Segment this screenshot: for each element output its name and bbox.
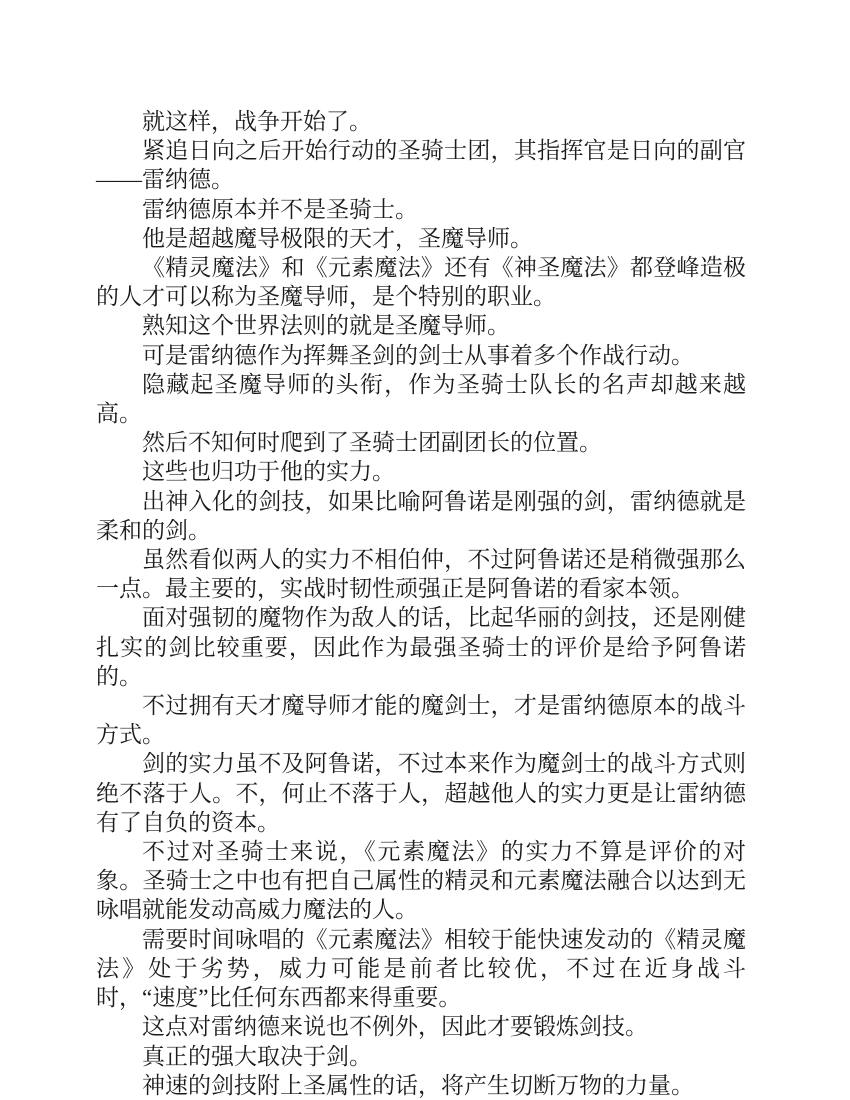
paragraph: 可是雷纳德作为挥舞圣剑的剑士从事着多个作战行动。 [142, 342, 694, 368]
paragraph: 剑的实力虽不及阿鲁诺，不过本来作为魔剑士的战斗方式则绝不落于人。不，何止不落于人，超越他人的实力更是让雷纳德有了自负的资本。 [96, 751, 746, 835]
paragraph: 就这样，战争开始了。 [142, 109, 372, 134]
paragraph: 他是超越魔导极限的天才，圣魔导师。 [142, 225, 533, 251]
paragraph: 出神入化的剑技，如果比喻阿鲁诺是刚强的剑，雷纳德就是柔和的剑。 [96, 488, 746, 543]
paragraph: 隐藏起圣魔导师的头衔，作为圣骑士队长的名声却越来越高。 [96, 371, 746, 427]
paragraph: 神速的剑技附上圣属性的话，将产生切断万物的力量。 [142, 1072, 694, 1098]
paragraph: 不过对圣骑士来说，《元素魔法》的实力不算是评价的对象。圣骑士之中也有把自己属性的精灵和元素魔法融合以达到无咏唱就能发动高威力魔法的人。 [96, 839, 746, 923]
paragraph: 需要时间咏唱的《元素魔法》相较于能快速发动的《精灵魔法》处于劣势，威力可能是前者比较优，不过在近身战斗时，“速度”比任何东西都来得重要。 [96, 926, 746, 1011]
paragraph: 真正的强大取决于剑。 [142, 1043, 372, 1069]
paragraph: 雷纳德原本并不是圣骑士。 [142, 196, 418, 222]
paragraph: 紧追日向之后开始行动的圣骑士团，其指挥官是日向的副官——雷纳德。 [96, 138, 746, 193]
paragraph: 然后不知何时爬到了圣骑士团副团长的位置。 [142, 430, 602, 456]
paragraph: 熟知这个世界法则的就是圣魔导师。 [142, 313, 510, 339]
text-block [96, 107, 746, 1100]
paragraph: 不过拥有天才魔导师才能的魔剑士，才是雷纳德原本的战斗方式。 [96, 693, 746, 748]
paragraph: 面对强韧的魔物作为敌人的话，比起华丽的剑技，还是刚健扎实的剑比较重要，因此作为最强圣骑士的评价是给予阿鲁诺的。 [96, 605, 746, 689]
paragraph: 《精灵魔法》和《元素魔法》还有《神圣魔法》都登峰造极的人才可以称为圣魔导师，是个特别的职业。 [96, 255, 746, 310]
paragraph: 这些也归功于他的实力。 [142, 459, 395, 485]
paragraph: 虽然看似两人的实力不相伯仲，不过阿鲁诺还是稍微强那么一点。最主要的，实战时韧性顽强正是阿鲁诺的看家本领。 [96, 547, 746, 602]
paragraph: 这点对雷纳德来说也不例外，因此才要锻炼剑技。 [142, 1014, 648, 1040]
